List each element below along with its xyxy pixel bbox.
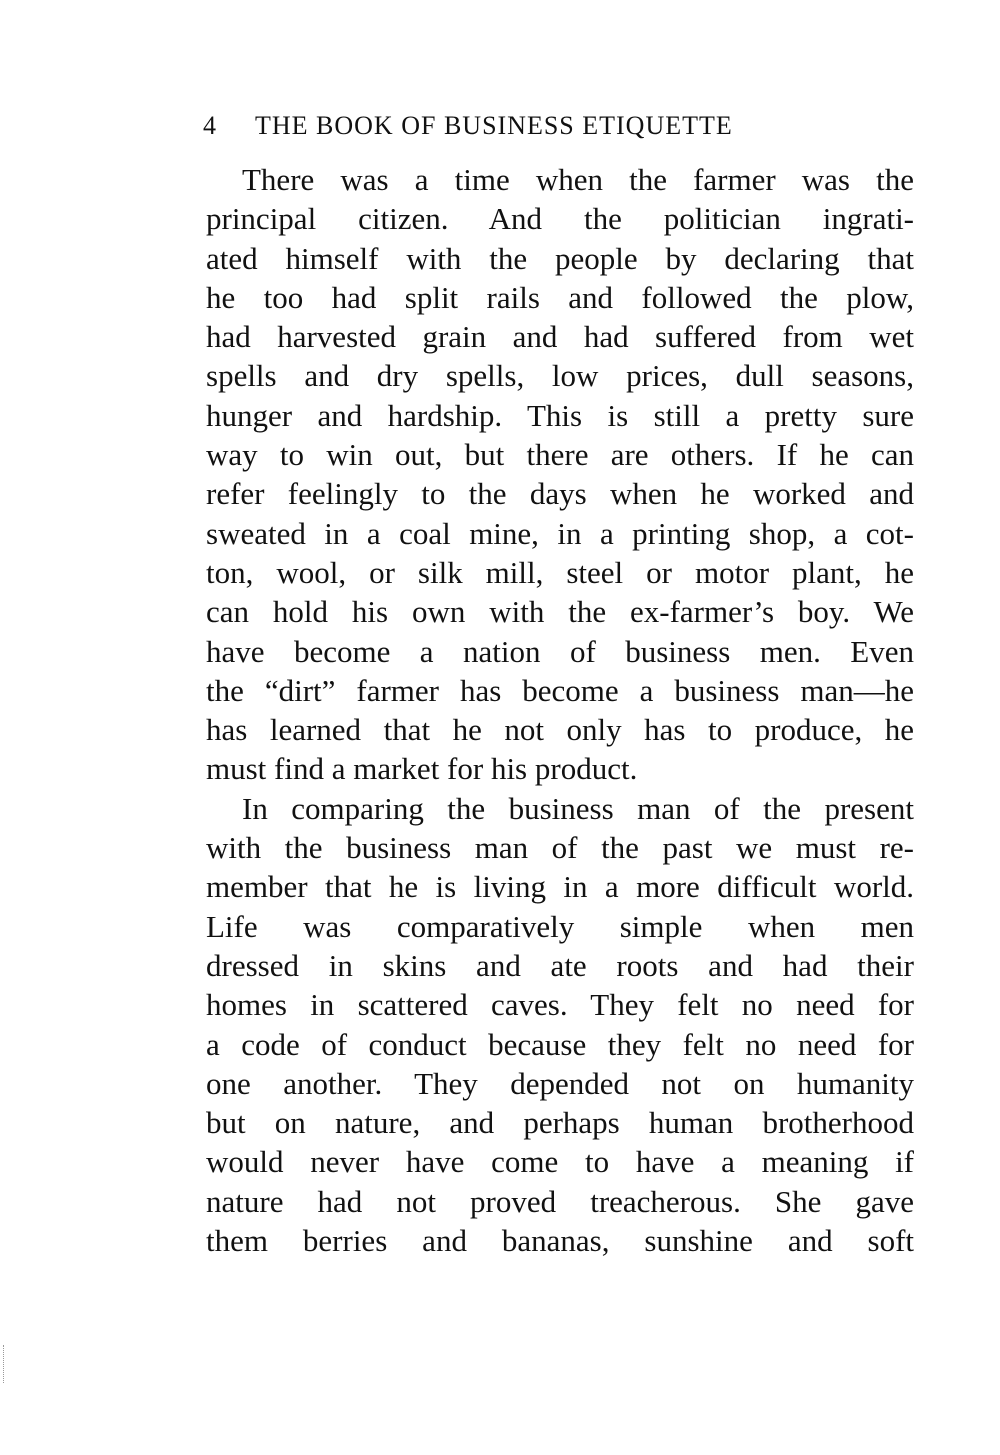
text-line: sweated in a coal mine, in a printing shop, a cot- [206, 515, 914, 551]
text-line: way to win out, but there are others. If he can [206, 437, 914, 473]
body-text [206, 160, 914, 1260]
text-line: have become a nation of business men. Even [206, 633, 914, 669]
text-line: member that he is living in a more difficult world. [206, 869, 914, 905]
book-title: THE BOOK OF BUSINESS ETIQUETTE [255, 111, 733, 140]
text-line: had harvested grain and had suffered from wet [206, 319, 914, 355]
text-line: but on nature, and perhaps human brotherhood [206, 1105, 914, 1141]
running-head [203, 108, 913, 144]
text-line: nature had not proved treacherous. She gave [206, 1183, 914, 1219]
text-line: ated himself with the people by declaring that [206, 240, 914, 276]
text-line: them berries and bananas, sunshine and soft [206, 1223, 914, 1259]
paragraph-1 [206, 160, 914, 789]
text-line: dressed in skins and ate roots and had their [206, 947, 914, 983]
text-line: would never have come to have a meaning if [206, 1144, 914, 1180]
text-line: There was a time when the farmer was the [242, 162, 914, 197]
text-line: must find a market for his product. [206, 751, 638, 787]
text-line: the “dirt” farmer has become a business man—he [206, 672, 914, 708]
paragraph-2 [206, 789, 914, 1261]
text-line: ton, wool, or silk mill, steel or motor plant, he [206, 554, 914, 590]
text-line: principal citizen. And the politician ingrati- [206, 201, 914, 237]
text-line: spells and dry spells, low prices, dull seasons, [206, 358, 914, 394]
text-line: homes in scattered caves. They felt no need for [206, 987, 914, 1023]
scan-edge-mark [3, 1345, 6, 1383]
text-line: a code of conduct because they felt no need for [206, 1026, 914, 1062]
text-line: refer feelingly to the days when he worked and [206, 476, 914, 512]
text-line: hunger and hardship. This is still a pretty sure [206, 397, 914, 433]
text-line: In comparing the business man of the present [242, 790, 914, 826]
text-line: has learned that he not only has to produce, he [206, 712, 914, 748]
text-line: with the business man of the past we must re- [206, 830, 914, 866]
page-number: 4 [203, 111, 217, 140]
text-line: Life was comparatively simple when men [206, 908, 914, 944]
text-line: can hold his own with the ex-farmer’s boy. We [206, 594, 914, 630]
text-line: one another. They depended not on humanity [206, 1065, 914, 1101]
text-line: he too had split rails and followed the plow, [206, 279, 914, 315]
